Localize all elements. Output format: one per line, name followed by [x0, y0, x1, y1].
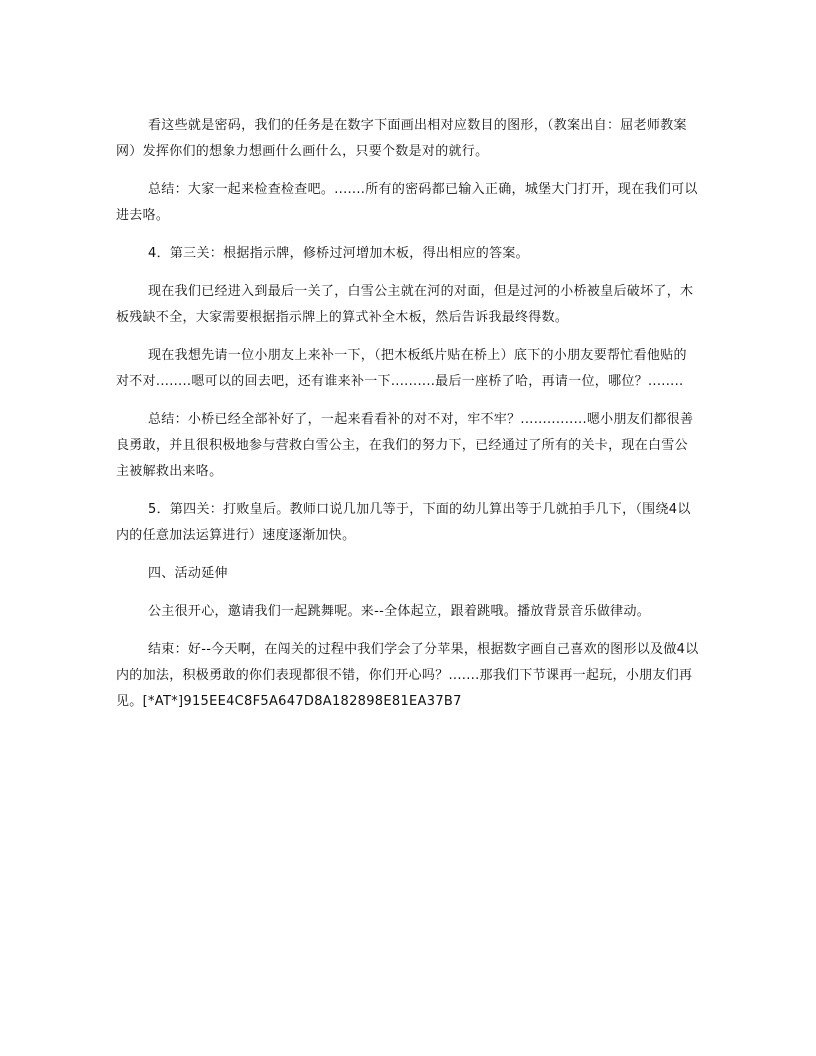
paragraph-6: 总结：小桥已经全部补好了，一起来看看补的对不对，牢不牢？...............嗯小朋友们都很善良勇敢，并且很积极地参与营救白雪公主，在我们的努力下，已经通过了所有的关卡，现在白雪公主被解救出来咯。: [116, 412, 694, 479]
paragraph-gap: [116, 485, 700, 497]
paragraph-3: 4．第三关：根据指示牌，修桥过河增加木板，得出相应的答案。: [148, 246, 529, 261]
paragraph-gap: [116, 229, 700, 241]
paragraph-2: 总结：大家一起来检查检查吧。.......所有的密码都已输入正确，城堡大门打开，现在我们可以进去咯。: [116, 182, 698, 223]
paragraph-1: 看这些就是密码，我们的任务是在数字下面画出相对应数目的图形，（教案出自：屈老师教案网）发挥你们的想象力想画什么画什么，只要个数是对的就行。: [116, 118, 687, 159]
paragraph-4: 现在我们已经进入到最后一关了，白雪公主就在河的对面，但是过河的小桥被皇后破坏了，木板残缺不全，大家需要根据指示牌上的算式补全木板，然后告诉我最终得数。: [116, 284, 694, 325]
document-page: [116, 113, 700, 715]
paragraph-9: 公主很开心，邀请我们一起跳舞呢。来--全体起立，跟着跳哦。播放背景音乐做律动。: [148, 604, 651, 619]
paragraph-10: 结束：好--今天啊，在闯关的过程中我们学会了分苹果，根据数字画自己喜欢的图形以及做4以内的加法，积极勇敢的你们表现都很不错，你们开心吗？.......那我们下节课再一起玩，小朋友们再见。[*AT*]915EE4C8F5A647D8A182898E81EA37B7: [116, 642, 699, 709]
paragraph-gap: [116, 165, 700, 177]
paragraph-7: 5．第四关：打败皇后。教师口说几加几等于，下面的幼儿算出等于几就拍手几下，（围绕4以内的任意加法运算进行）速度逐渐加快。: [116, 502, 691, 543]
section-heading-activity-extension: 四、活动延伸: [148, 566, 228, 581]
paragraph-gap: [116, 587, 700, 599]
paragraph-gap: [116, 549, 700, 561]
paragraph-gap: [116, 267, 700, 279]
paragraph-5: 现在我想先请一位小朋友上来补一下，（把木板纸片贴在桥上）底下的小朋友要帮忙看他贴的对不对........嗯可以的回去吧，还有谁来补一下..........最后一座桥了哈，再请一位，哪位？........: [116, 348, 687, 389]
paragraph-gap: [116, 625, 700, 637]
paragraph-gap: [116, 395, 700, 407]
paragraph-gap: [116, 331, 700, 343]
